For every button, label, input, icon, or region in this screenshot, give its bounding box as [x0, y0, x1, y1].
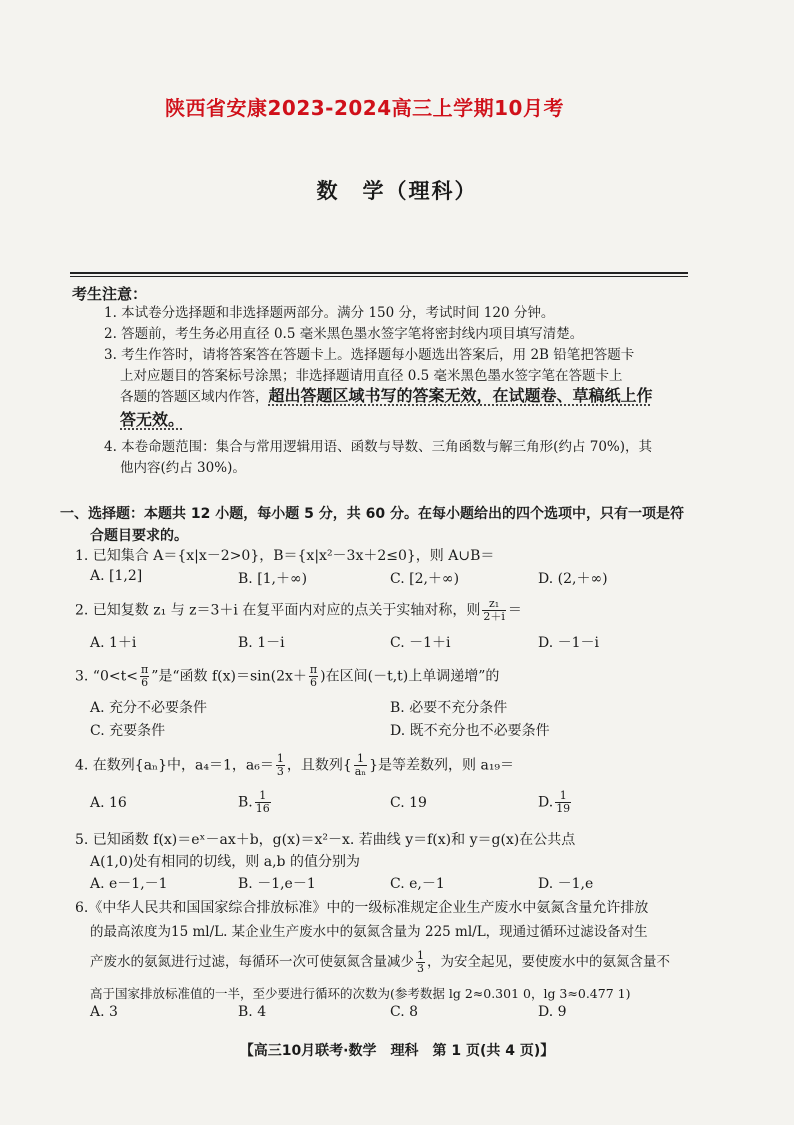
notice-heading: 考生注意： [72, 285, 148, 303]
question-3-text-b: ”是“函数 f(x)＝sin(2x＋ [151, 668, 307, 685]
question-6-stem-line3 [90, 950, 700, 975]
question-1-option-b: B. [1,＋∞) [238, 571, 308, 587]
question-3-text-c: )在区间(－t,t)上单调递增”的 [320, 668, 500, 685]
question-1-option-d: D. (2,＋∞) [538, 571, 608, 587]
notice-item-4-cont: 他内容(约占 30%)。 [120, 460, 246, 476]
fraction-denominator: 6 [310, 676, 318, 689]
question-3-fraction-2 [309, 664, 318, 689]
notice-item-3: 3. 考生作答时，请将答案答在答题卡上。选择题每小题选出答案后，用 2B 铅笔把答题卡 [104, 347, 635, 363]
question-4-option-b-fraction [255, 790, 271, 815]
question-6-option-b: B. 4 [238, 1004, 267, 1020]
question-4-option-b [238, 790, 273, 815]
question-6-option-d: D. 9 [538, 1004, 567, 1020]
section-heading [60, 503, 700, 547]
question-6-option-c: C. 8 [390, 1004, 419, 1020]
question-4-option-d-fraction [555, 790, 571, 815]
question-4-option-d [538, 790, 573, 815]
fraction-denominator: 2＋i [483, 610, 505, 623]
question-2-fraction [482, 598, 506, 623]
question-2-text-end: ＝ [507, 602, 522, 619]
question-4-text-a: 4. 在数列{aₙ}中，a₄＝1，a₆＝ [75, 757, 274, 774]
fraction-numerator: π [140, 663, 149, 676]
question-3-option-a: A. 充分不必要条件 [90, 700, 208, 716]
section-heading-line2: 合题目要求的。 [90, 528, 188, 544]
notice-item-3-cont: 上对应题目的答案标号涂黑；非选择题请用直径 0.5 毫米黑色墨水签字笔在答题卡上 [120, 368, 623, 384]
question-2-option-b: B. 1－i [238, 635, 285, 651]
fraction-denominator: 19 [556, 802, 571, 815]
notice-item-3-cont2 [120, 386, 694, 407]
question-3-text-a: 3. “0<t< [75, 668, 138, 685]
question-5-option-a: A. e－1,－1 [90, 876, 168, 892]
question-4-text-c: }是等差数列，则 a₁₉＝ [369, 757, 515, 774]
question-2-option-c: C. －1＋i [390, 635, 451, 651]
question-5-stem-line2: A(1,0)处有相同的切线，则 a,b 的值分别为 [90, 854, 360, 870]
question-3-option-d: D. 既不充分也不必要条件 [390, 723, 550, 739]
question-1-stem: 1. 已知集合 A＝{x|x－2>0}，B＝{x|x²－3x＋2≤0}，则 A∪B＝ [75, 548, 495, 564]
fraction-numerator: π [309, 663, 318, 676]
question-4-fraction-1 [276, 753, 285, 778]
exam-title: 陕西省安康2023-2024高三上学期10月考 [165, 96, 564, 120]
question-2-stem [75, 598, 695, 623]
question-3-option-b: B. 必要不充分条件 [390, 700, 508, 716]
fraction-denominator: 3 [417, 962, 424, 975]
notice-item-3-text: 各题的答题区域内作答， [120, 389, 269, 405]
question-3-fraction-1 [140, 664, 149, 689]
notice-emphasis: 超出答题区域书写的答案无效，在试题卷、草稿纸上作 [268, 386, 653, 405]
fraction-numerator: 1 [417, 949, 424, 962]
notice-item-3-end [120, 410, 694, 431]
question-6-stem-line2: 的最高浓度为15 ml/L. 某企业生产废水中的氨氮含量为 225 ml/L，现通过循环过滤设备对生 [90, 924, 648, 940]
notice-emphasis-end: 答无效。 [120, 410, 185, 429]
question-4-text-b: ，且数列{ [286, 757, 352, 774]
notice-item-2: 2. 答题前，考生务必用直径 0.5 毫米黑色墨水签字笔将密封线内项目填写清楚。 [104, 326, 584, 342]
question-4-stem [75, 753, 695, 778]
question-6-stem-line4: 高于国家排放标准值的一半，至少要进行循环的次数为(参考数据 lg 2≈0.301 0，lg 3≈0.477 1) [90, 986, 631, 1001]
question-5-option-c: C. e,－1 [390, 876, 445, 892]
question-6-text-b: ，为安全起见，要使废水中的氨氮含量不 [427, 954, 670, 970]
fraction-numerator: 1 [555, 790, 571, 803]
header-rule-thin [70, 276, 688, 277]
page-footer: 【高三10月联考·数学 理科 第 1 页(共 4 页)】 [239, 1043, 555, 1059]
fraction-numerator: z₁ [482, 598, 506, 611]
notice-item-1: 1. 本试卷分选择题和非选择题两部分。满分 150 分，考试时间 120 分钟。 [104, 305, 555, 321]
question-6-fraction [416, 950, 425, 975]
question-6-stem-line1: 6.《中华人民共和国国家综合排放标准》中的一级标准规定企业生产废水中氨氮含量允许排放 [75, 900, 649, 916]
fraction-numerator: 1 [255, 790, 271, 803]
question-1-option-a: A. [1,2] [90, 568, 143, 584]
fraction-numerator: 1 [354, 753, 367, 766]
question-4-option-a: A. 16 [90, 795, 127, 811]
section-heading-line1: 一、选择题：本题共 12 小题，每小题 5 分，共 60 分。在每小题给出的四个选项中，只有一项是符 [60, 506, 684, 522]
question-4-option-c: C. 19 [390, 795, 427, 811]
question-3-stem [75, 664, 695, 689]
question-2-option-a: A. 1＋i [90, 635, 137, 651]
fraction-numerator: 1 [276, 752, 284, 765]
option-letter: D. [538, 794, 554, 811]
header-rule-thick [70, 272, 688, 274]
question-5-option-d: D. －1,e [538, 876, 594, 892]
fraction-denominator: 3 [276, 765, 284, 778]
subject-title: 数 学（理科） [316, 179, 478, 203]
question-5-stem-line1: 5. 已知函数 f(x)＝eˣ－ax＋b，g(x)＝x²－x. 若曲线 y＝f(x)和 y＝g(x)在公共点 [75, 832, 576, 848]
option-letter: B. [238, 794, 253, 811]
fraction-denominator: 16 [255, 802, 270, 815]
question-4-fraction-2 [354, 753, 367, 778]
fraction-denominator: 6 [141, 676, 149, 689]
notice-item-4: 4. 本卷命题范围：集合与常用逻辑用语、函数与导数、三角函数与解三角形(约占 70%)，其 [104, 439, 653, 455]
fraction-denominator: aₙ [354, 765, 367, 778]
question-1-option-c: C. [2,＋∞) [390, 571, 460, 587]
question-5-option-b: B. －1,e－1 [238, 876, 316, 892]
question-6-option-a: A. 3 [90, 1004, 118, 1020]
question-2-text: 2. 已知复数 z₁ 与 z＝3＋i 在复平面内对应的点关于实轴对称，则 [75, 602, 481, 619]
question-2-option-d: D. －1－i [538, 635, 600, 651]
question-6-text-a: 产废水的氨氮进行过滤，每循环一次可使氨氮含量减少 [90, 954, 414, 970]
question-3-option-c: C. 充要条件 [90, 723, 166, 739]
